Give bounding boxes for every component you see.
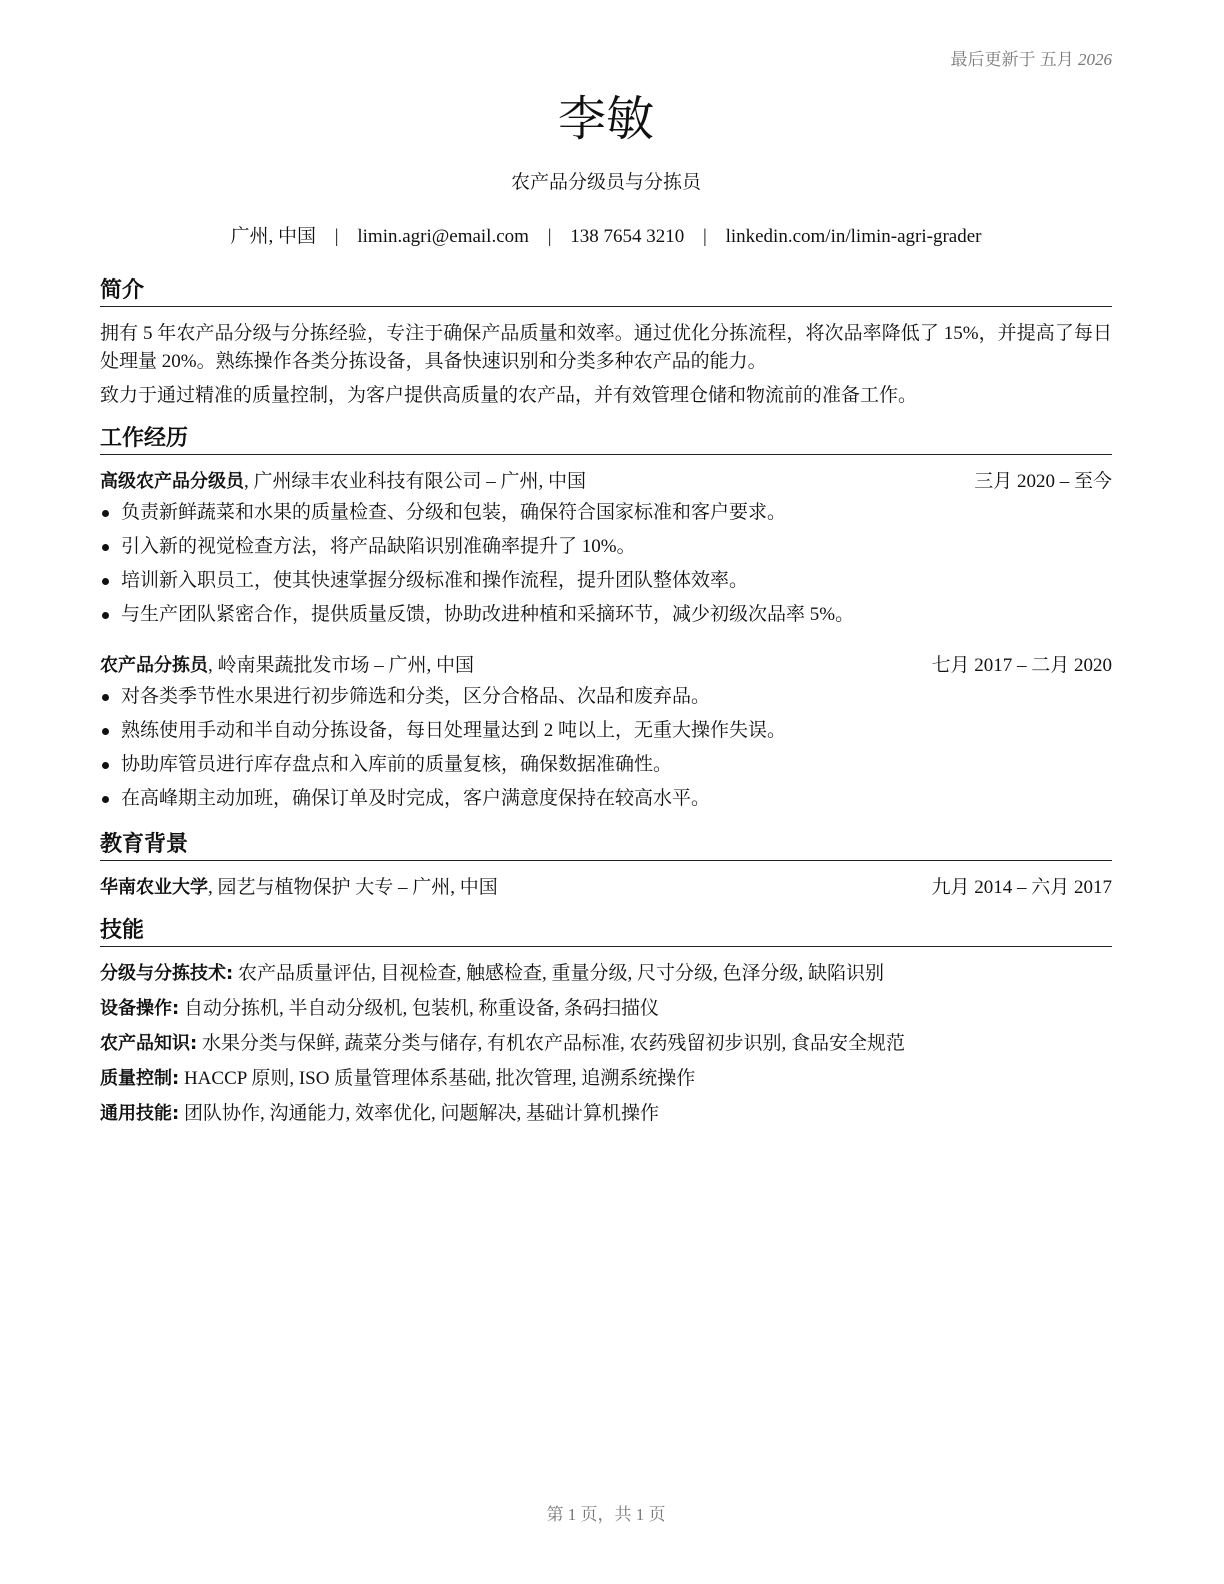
bullet-text: 与生产团队紧密合作，提供质量反馈，协助改进种植和采摘环节，减少初级次品率 5%。 bbox=[121, 604, 855, 625]
skill-row bbox=[100, 994, 1112, 1029]
job-header bbox=[100, 468, 1112, 496]
contact-linkedin[interactable]: linkedin.com/in/limin-agri-grader bbox=[725, 226, 982, 247]
skill-category: 通用技能: bbox=[100, 1103, 180, 1124]
skill-values: 农产品质量评估, 目视检查, 触感检查, 重量分级, 尺寸分级, 色泽分级, 缺陷识别 bbox=[233, 963, 884, 984]
section-title-education: 教育背景 bbox=[100, 830, 1112, 861]
job-date: 三月 2020 – 至今 bbox=[974, 471, 1112, 492]
bullet-item bbox=[100, 716, 1112, 750]
bullet-item bbox=[100, 600, 1112, 634]
job-bullets bbox=[100, 498, 1112, 634]
bullet-item bbox=[100, 532, 1112, 566]
bullet-text: 对各类季节性水果进行初步筛选和分类，区分合格品、次品和废弃品。 bbox=[121, 686, 711, 707]
job-header bbox=[100, 652, 1112, 680]
section-title-summary: 简介 bbox=[100, 276, 1112, 307]
bullet-text: 熟练使用手动和半自动分拣设备，每日处理量达到 2 吨以上，无重大操作失误。 bbox=[121, 720, 787, 741]
contact-email[interactable]: limin.agri@email.com bbox=[357, 226, 529, 247]
last-updated-year: 2026 bbox=[1078, 50, 1112, 69]
contact-line bbox=[100, 224, 1112, 250]
skill-category: 分级与分拣技术: bbox=[100, 963, 234, 984]
contact-separator: | bbox=[547, 226, 552, 247]
page-footer: 第 1 页，共 1 页 bbox=[546, 1505, 666, 1524]
section-title-experience: 工作经历 bbox=[100, 424, 1112, 455]
bullet-text: 在高峰期主动加班，确保订单及时完成，客户满意度保持在较高水平。 bbox=[121, 788, 711, 809]
contact-separator: | bbox=[334, 226, 339, 247]
skill-row bbox=[100, 1029, 1112, 1064]
bullet-text: 引入新的视觉检查方法，将产品缺陷识别准确率提升了 10%。 bbox=[121, 536, 636, 557]
job-org: , 岭南果蔬批发市场 – 广州, 中国 bbox=[208, 655, 475, 676]
contact-location: 广州, 中国 bbox=[230, 226, 317, 247]
skill-values: HACCP 原则, ISO 质量管理体系基础, 批次管理, 追溯系统操作 bbox=[179, 1068, 696, 1089]
bullet-dot-icon bbox=[102, 694, 109, 701]
education-school: 华南农业大学 bbox=[100, 877, 208, 898]
bullet-item bbox=[100, 750, 1112, 784]
skill-row bbox=[100, 959, 1112, 994]
bullet-text: 负责新鲜蔬菜和水果的质量检查、分级和包装，确保符合国家标准和客户要求。 bbox=[121, 502, 787, 523]
job-bullets bbox=[100, 682, 1112, 818]
education-date: 九月 2014 – 六月 2017 bbox=[931, 877, 1112, 898]
skill-category: 农产品知识: bbox=[100, 1033, 198, 1054]
bullet-item bbox=[100, 498, 1112, 532]
section-title-skills: 技能 bbox=[100, 916, 1112, 947]
bullet-text: 协助库管员进行库存盘点和入库前的质量复核，确保数据准确性。 bbox=[121, 754, 673, 775]
candidate-headline: 农产品分级员与分拣员 bbox=[510, 172, 701, 193]
skill-row bbox=[100, 1064, 1112, 1099]
bullet-dot-icon bbox=[102, 796, 109, 803]
bullet-dot-icon bbox=[102, 510, 109, 517]
job-date: 七月 2017 – 二月 2020 bbox=[931, 655, 1112, 676]
bullet-dot-icon bbox=[102, 612, 109, 619]
bullet-item bbox=[100, 784, 1112, 818]
bullet-item bbox=[100, 682, 1112, 716]
summary-paragraph-1: 拥有 5 年农产品分级与分拣经验，专注于确保产品质量和效率。通过优化分拣流程，将次品率降低了 15%，并提高了每日处理量 20%。熟练操作各类分拣设备，具备快速识别和分类多种农产品的能力。 bbox=[100, 323, 1112, 372]
skill-values: 自动分拣机, 半自动分级机, 包装机, 称重设备, 条码扫描仪 bbox=[179, 998, 659, 1019]
skills-list bbox=[100, 959, 1112, 1134]
summary-paragraph-2: 致力于通过精准的质量控制，为客户提供高质量的农产品，并有效管理仓储和物流前的准备工作。 bbox=[100, 385, 918, 406]
last-updated bbox=[951, 45, 1113, 70]
contact-separator: | bbox=[703, 226, 707, 247]
skill-category: 质量控制: bbox=[100, 1068, 180, 1089]
skill-values: 水果分类与保鲜, 蔬菜分类与储存, 有机农产品标准, 农药残留初步识别, 食品安全规范 bbox=[197, 1033, 905, 1054]
skill-values: 团队协作, 沟通能力, 效率优化, 问题解决, 基础计算机操作 bbox=[179, 1103, 659, 1124]
education-entry bbox=[100, 874, 1112, 902]
job-role: 高级农产品分级员 bbox=[100, 471, 244, 492]
bullet-text: 培训新入职员工，使其快速掌握分级标准和操作流程，提升团队整体效率。 bbox=[121, 570, 749, 591]
last-updated-prefix: 最后更新于 五月 bbox=[950, 50, 1074, 69]
resume-page bbox=[100, 0, 1112, 1584]
education-detail: , 园艺与植物保护 大专 – 广州, 中国 bbox=[208, 877, 498, 898]
skill-category: 设备操作: bbox=[100, 998, 180, 1019]
skill-row bbox=[100, 1099, 1112, 1134]
job-org: , 广州绿丰农业科技有限公司 – 广州, 中国 bbox=[244, 471, 587, 492]
job-role: 农产品分拣员 bbox=[100, 655, 208, 676]
bullet-item bbox=[100, 566, 1112, 600]
bullet-dot-icon bbox=[102, 762, 109, 769]
candidate-name: 李敏 bbox=[557, 91, 654, 147]
bullet-dot-icon bbox=[102, 728, 109, 735]
bullet-dot-icon bbox=[102, 578, 109, 585]
contact-phone[interactable]: 138 7654 3210 bbox=[570, 226, 685, 247]
bullet-dot-icon bbox=[102, 544, 109, 551]
